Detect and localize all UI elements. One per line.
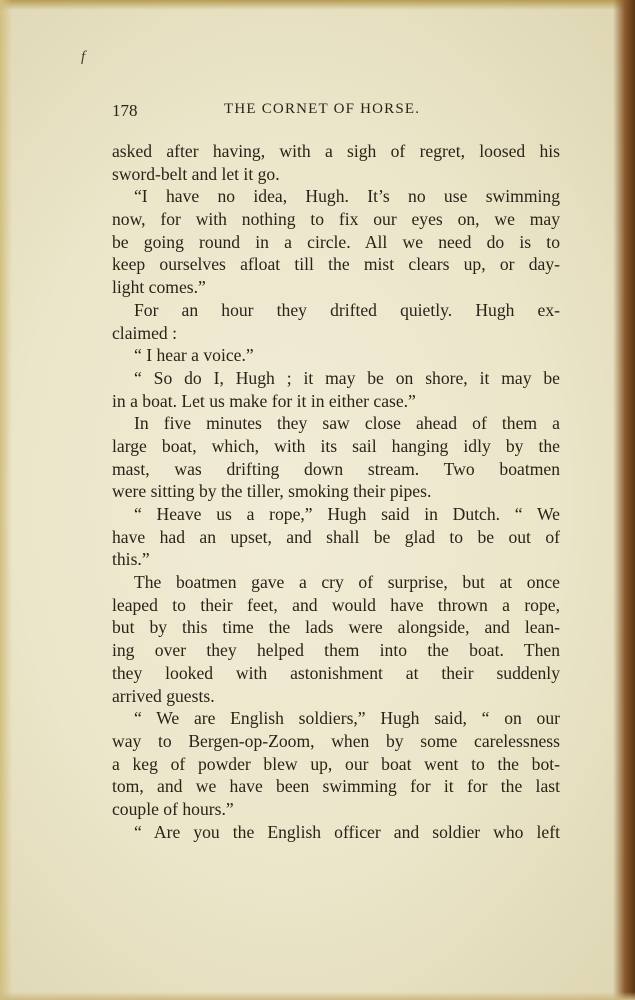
text-line: “ We are English soldiers,” Hugh said, “ on our <box>134 708 560 729</box>
text-line: keep ourselves afloat till the mist clears up, or day- <box>112 254 560 275</box>
running-title: THE CORNET OF HORSE. <box>224 101 421 117</box>
page-binding-edge <box>613 0 635 1000</box>
text-line: be going round in a circle. All we need do is to <box>112 231 560 252</box>
page-number: 178 <box>112 101 138 120</box>
page-header <box>112 101 562 125</box>
text-line: “I have no idea, Hugh. It’s no use swimming <box>134 186 560 207</box>
text-line: “ So do I, Hugh ; it may be on shore, it may be <box>134 367 560 388</box>
text-line: but by this time the lads were alongside, and lean- <box>112 617 560 638</box>
text-line: couple of hours.” <box>112 798 234 819</box>
text-line: were sitting by the tiller, smoking their pipes. <box>112 481 432 502</box>
text-line: claimed : <box>112 322 177 343</box>
text-line: ing over they helped them into the boat. Then <box>112 640 560 661</box>
text-line: this.” <box>112 549 150 570</box>
text-line: large boat, which, with its sail hanging idly by the <box>112 435 560 456</box>
text-line: “ Are you the English officer and soldier who left <box>134 821 560 842</box>
body-text <box>112 140 560 843</box>
text-line: “ I hear a voice.” <box>134 345 254 366</box>
text-line: light comes.” <box>112 277 206 298</box>
page-left-edge <box>0 0 12 1000</box>
page-bottom-edge <box>0 992 635 1000</box>
text-line: For an hour they drifted quietly. Hugh ex- <box>134 299 560 320</box>
text-line: now, for with nothing to fix our eyes on, we may <box>112 209 560 230</box>
text-line: asked after having, with a sigh of regret, loosed his <box>112 141 560 161</box>
text-line: In five minutes they saw close ahead of them a <box>134 413 560 434</box>
text-line: a keg of powder blew up, our boat went to the bot- <box>112 753 560 774</box>
text-line: leaped to their feet, and would have thrown a rope, <box>112 594 560 615</box>
text-line: arrived guests. <box>112 685 215 706</box>
text-line: mast, was drifting down stream. Two boatmen <box>112 458 560 479</box>
stray-ink-mark: f <box>81 49 86 65</box>
text-line: in a boat. Let us make for it in either case.” <box>112 390 416 411</box>
page-top-edge <box>0 0 635 10</box>
text-line: “ Heave us a rope,” Hugh said in Dutch. “ We <box>134 504 560 524</box>
text-line: sword-belt and let it go. <box>112 163 280 184</box>
text-line: The boatmen gave a cry of surprise, but at once <box>134 572 560 593</box>
text-line: have had an upset, and shall be glad to be out of <box>112 526 560 547</box>
text-line: way to Bergen-op-Zoom, when by some carelessness <box>112 730 560 751</box>
text-line: tom, and we have been swimming for it for the last <box>112 776 560 797</box>
text-line: they looked with astonishment at their suddenly <box>112 662 560 683</box>
